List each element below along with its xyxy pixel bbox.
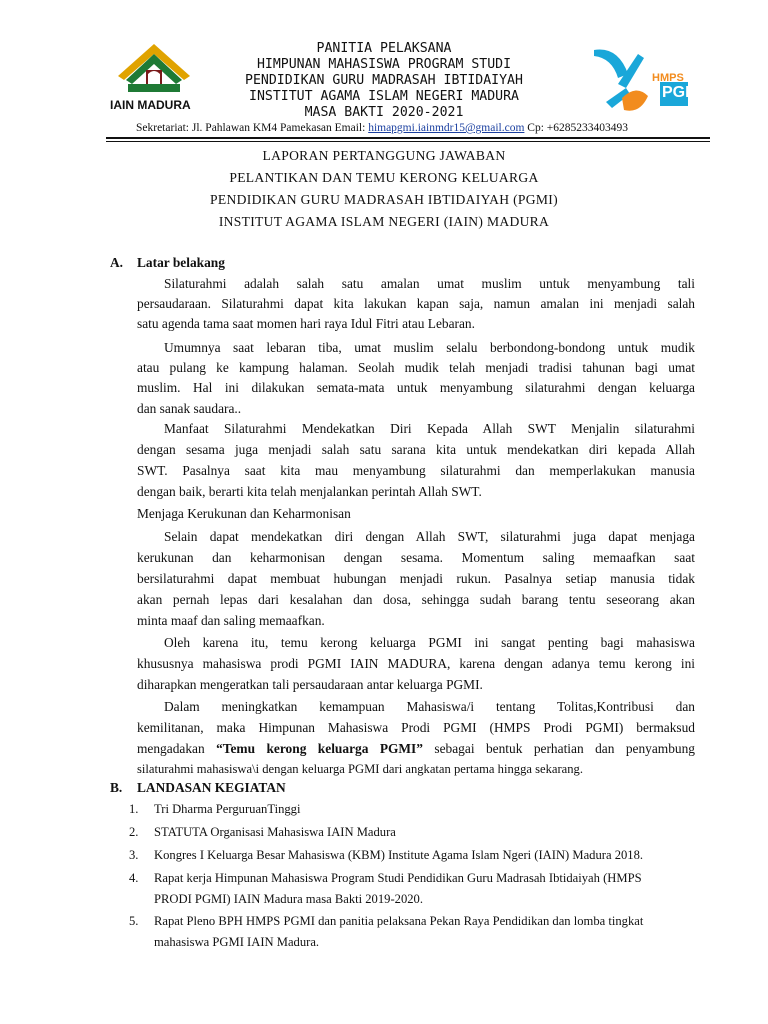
paragraph-4-line-4: akan pernah lepas dari kesalahan dan dosa, sehingga sudah barang tentu seseorang akan	[137, 592, 695, 607]
email-link[interactable]: himapgmi.iainmdr15@gmail.com	[368, 122, 525, 134]
list-item-5-text: Rapat Pleno BPH HMPS PGMI dan panitia pelaksana Pekan Raya Pendidikan dan lomba tingkat	[154, 914, 644, 928]
header-line-5: MASA BAKTI 2020-2021	[304, 105, 464, 120]
section-b-heading: LANDASAN KEGIATAN	[137, 780, 286, 795]
doc-title-1: LAPORAN PERTANGGUNG JAWABAN	[262, 148, 506, 163]
paragraph-6-line-2: kemilitanan, maka Himpunan Mahasiswa Prodi PGMI (HMPS Prodi PGMI) bermaksud	[137, 720, 695, 735]
right-logo-pgmi: PGMI	[662, 84, 703, 101]
paragraph-5-line-1: Oleh karena itu, temu kerong keluarga PGMI ini sangat penting bagi mahasiswa	[164, 635, 695, 650]
header-rule-thin	[106, 141, 710, 142]
section-a-heading: Latar belakang	[137, 255, 225, 270]
p6-text-before: mengadakan	[137, 741, 217, 756]
section-b-marker: B.	[110, 780, 123, 795]
paragraph-5-line-3: diharapkan mengeratkan tali persaudaraan antar keluarga PGMI.	[137, 677, 483, 692]
p6-text-after: sebagai bentuk perhatian dan penyambung	[422, 741, 695, 756]
paragraph-3-line-2: dengan sesama juga menjadi salah satu sarana kita untuk mendekatkan diri kepada Allah	[137, 442, 695, 457]
doc-title-2: PELANTIKAN DAN TEMU KERONG KELUARGA	[229, 170, 539, 185]
list-item-1-text: Tri Dharma PerguruanTinggi	[154, 802, 301, 816]
paragraph-6-line-4: silaturahmi mahasiswa\i dengan keluarga PGMI dari angkatan pertama hingga sekarang.	[137, 762, 584, 776]
right-logo-hmps: HMPS	[652, 72, 684, 84]
paragraph-3-line-4: dengan baik, berarti kita telah menjalankan perintah Allah SWT.	[137, 484, 482, 499]
list-item-5-text-cont: mahasiswa PGMI IAIN Madura.	[154, 935, 320, 949]
doc-title-3: PENDIDIKAN GURU MADRASAH IBTIDAIYAH (PGMI)	[210, 192, 558, 207]
section-a-marker: A.	[110, 255, 124, 270]
paragraph-2-line-2: atau pulang ke kampung halaman. Seolah mudik telah menjadi tradisi tahunan bagi umat	[137, 360, 695, 375]
header-line-4: INSTITUT AGAMA ISLAM NEGERI MADURA	[249, 89, 519, 104]
paragraph-5-line-2: khususnya mahasiswa prodi PGMI IAIN MADURA, karena dengan adanya temu kerong ini	[137, 656, 695, 671]
secretariat-line	[136, 122, 628, 134]
secretariat-address: Sekretariat: Jl. Pahlawan KM4 Pamekasan Email:	[136, 122, 369, 134]
paragraph-2-line-1: Umumnya saat lebaran tiba, umat muslim selalu berbondong-bondong untuk mudik	[164, 340, 695, 355]
paragraph-1-line-3: satu agenda tama saat momen hari raya Idul Fitri atau Lebaran.	[137, 316, 475, 331]
paragraph-2-line-4: dan sanak saudara..	[137, 401, 242, 416]
header-line-1: PANITIA PELAKSANA	[316, 41, 452, 56]
paragraph-6-line-3	[137, 739, 695, 759]
subheading-kerukunan: Menjaga Kerukunan dan Keharmonisan	[137, 506, 351, 521]
paragraph-4-line-5: minta maaf dan saling memaafkan.	[137, 613, 325, 628]
paragraph-4-line-3: bersilaturahmi dapat membuat hubungan menjadi rukun. Pasalnya setiap manusia tidak	[137, 571, 695, 586]
header-line-3: PENDIDIKAN GURU MADRASAH IBTIDAIYAH	[245, 73, 523, 88]
doc-title-4: INSTITUT AGAMA ISLAM NEGERI (IAIN) MADURA	[218, 214, 550, 229]
list-item-2-text: STATUTA Organisasi Mahasiswa IAIN Madura	[154, 825, 396, 839]
paragraph-4-line-2: kerukunan dan keharmonisan dengan sesama. Momentum saling memaafkan saat	[137, 550, 695, 565]
list-item-4-number: 4.	[129, 871, 139, 885]
paragraph-6-line-1: Dalam meningkatkan kemampuan Mahasiswa/i tentang Tolitas,Kontribusi dan	[164, 699, 695, 714]
paragraph-4-line-1: Selain dapat mendekatkan diri dengan Allah SWT, silaturahmi juga dapat menjaga	[164, 529, 695, 544]
paragraph-2-line-3: muslim. Hal ini dilakukan semata-mata untuk menyambung silaturahmi dengan keluarga	[137, 380, 695, 395]
list-item-3-text: Kongres I Keluarga Besar Mahasiswa (KBM) Institute Agama Islam Ngeri (IAIN) Madura 2018.	[154, 848, 644, 862]
contact-phone: Cp: +6285233403493	[524, 122, 629, 134]
list-item-4-text-cont: PRODI PGMI) IAIN Madura masa Bakti 2019-2020.	[154, 892, 423, 906]
paragraph-1-line-2: persaudaraan. Silaturahmi dapat kita lakukan kapan saja, namun amalan ini menjadi salah	[137, 296, 695, 311]
header-line-2: HIMPUNAN MAHASISWA PROGRAM STUDI	[256, 57, 512, 72]
paragraph-1-line-1: Silaturahmi adalah salah satu amalan umat muslim untuk menyambung tali	[164, 276, 695, 291]
list-item-1-number: 1.	[129, 802, 139, 816]
list-item-5-number: 5.	[129, 914, 139, 928]
paragraph-3-line-1: Manfaat Silaturahmi Mendekatkan Diri Kepada Allah SWT Menjalin silaturahmi	[164, 421, 695, 436]
header-rule-thick	[106, 137, 710, 139]
left-logo-label: IAIN MADURA	[110, 98, 191, 112]
list-item-4-text: Rapat kerja Himpunan Mahasiswa Program Studi Pendidikan Guru Madrasah Ibtidaiyah (HMPS	[154, 871, 642, 885]
list-item-2-number: 2.	[129, 825, 139, 839]
paragraph-3-line-3: SWT. Pasalnya saat kita mau menyambung silaturahmi dan memperlakukan manusia	[137, 463, 695, 478]
event-name-bold: “Temu kerong keluarga PGMI”	[216, 741, 423, 756]
list-item-3-number: 3.	[129, 848, 139, 862]
